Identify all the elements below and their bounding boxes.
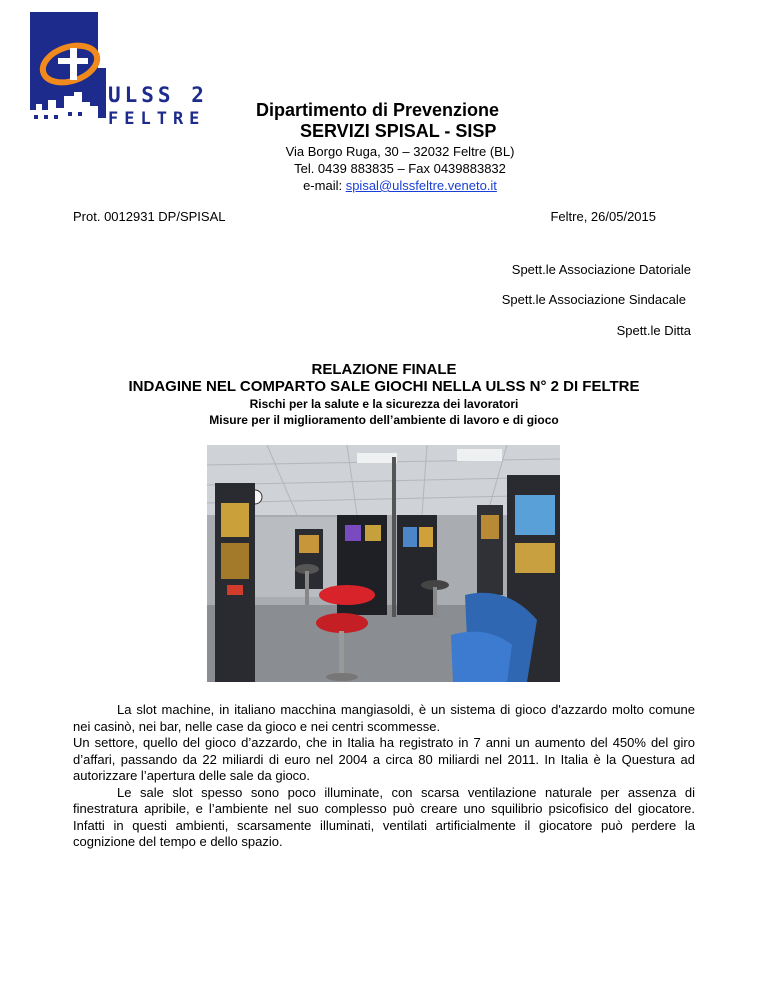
email-line <box>16 178 768 193</box>
phone-line: Tel. 0439 883835 – Fax 0439883832 <box>294 161 506 176</box>
report-subtitle-measures: Misure per il miglioramento dell’ambiente di lavoro e di gioco <box>209 413 559 427</box>
report-subtitle-risks: Rischi per la salute e la sicurezza dei lavoratori <box>249 397 519 411</box>
place-date: Feltre, 26/05/2015 <box>550 209 656 224</box>
department-title: Dipartimento di Prevenzione <box>256 100 500 120</box>
report-title: RELAZIONE FINALE <box>311 361 457 378</box>
address-line: Via Borgo Ruga, 30 – 32032 Feltre (BL) <box>285 144 515 159</box>
ulss-logo <box>30 12 208 130</box>
recipient-sindacale: Spett.le Associazione Sindacale <box>501 292 686 307</box>
email-link[interactable]: spisal@ulssfeltre.veneto.it <box>345 178 497 193</box>
paragraph-gambling-sector: Un settore, quello del gioco d’azzardo, che in Italia ha registrato in 7 anni un aumento del 450% del giro d’affari, passando da 22 miliardi di euro nel 2004 a circa 80 miliardi nel 2011. In Italia è la Questura ad autorizzare l’apertura delle sale da gioco. <box>73 735 695 783</box>
paragraph-slot-machine: La slot machine, in italiano macchina mangiasoldi, è un sistema di gioco d'azzardo molto comune nei casinò, nei bar, nelle case da gioco e nei centri scommesse. <box>73 702 695 734</box>
service-title: SERVIZI SPISAL - SISP <box>300 121 497 141</box>
slot-room-photo <box>207 445 560 682</box>
logo-line-feltre: FELTRE <box>108 109 206 129</box>
report-subject: INDAGINE NEL COMPARTO SALE GIOCHI NELLA ULSS N° 2 DI FELTRE <box>128 378 640 395</box>
paragraph-slot-rooms: Le sale slot spesso sono poco illuminate, con scarsa ventilazione naturale per assenza di finestratura apribile, e l’ambiente nel suo complesso può creare uno squilibrio psicofisico del giocatore. Infatti in questi ambienti, scarsamente illuminati, ventilati artificialmente il giocatore può perdere la cognizione del tempo e dello spazio. <box>73 784 695 849</box>
email-label: e-mail: <box>303 178 346 193</box>
logo-line-ulss: ULSS 2 <box>108 83 208 107</box>
recipient-ditta: Spett.le Ditta <box>616 323 691 338</box>
protocol-number: Prot. 0012931 DP/SPISAL <box>73 209 226 224</box>
recipient-datoriale: Spett.le Associazione Datoriale <box>511 262 691 277</box>
body-text <box>73 702 695 851</box>
